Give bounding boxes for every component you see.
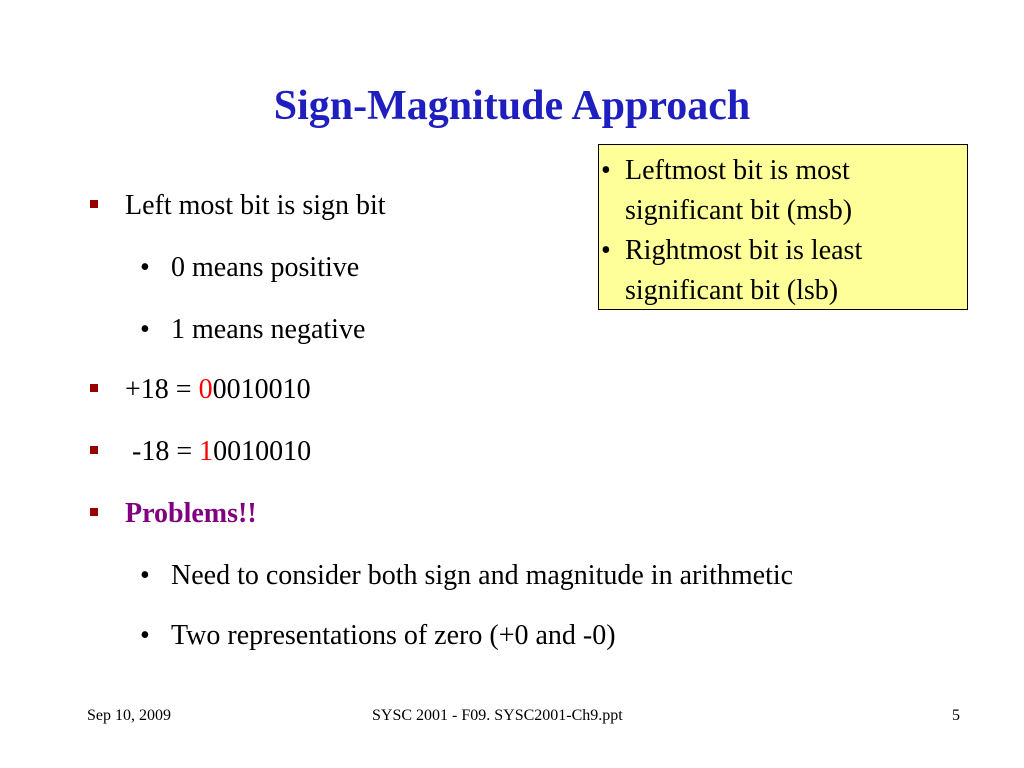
plus18-prefix: +18 = <box>125 374 199 405</box>
bullet-sign-bit: Left most bit is sign bit <box>125 190 386 221</box>
callout-bullet: • <box>601 235 611 266</box>
callout-msb-line2: significant bit (msb) <box>625 195 853 226</box>
callout-lsb-line2: significant bit (lsb) <box>625 275 839 306</box>
square-bullet-icon <box>90 508 98 516</box>
plus18-sign-bit: 0 <box>198 374 213 405</box>
bullet-plus18 <box>125 374 311 406</box>
bullet-minus18 <box>125 436 311 468</box>
callout-item-lsb <box>599 231 967 311</box>
sub-bullet-icon: • <box>140 314 150 345</box>
minus18-sign-bit: 1 <box>199 436 214 467</box>
minus18-magnitude: 0010010 <box>213 436 312 467</box>
plus18-magnitude: 0010010 <box>212 374 311 405</box>
sub-bullet-problem-zero: Two representations of zero (+0 and -0) <box>171 620 616 651</box>
square-bullet-icon <box>90 384 98 392</box>
sub-bullet-icon: • <box>140 620 150 651</box>
sub-bullet-positive: 0 means positive <box>171 252 360 283</box>
footer-date: Sep 10, 2009 <box>87 707 171 724</box>
square-bullet-icon <box>90 200 98 208</box>
callout-msb-line1: Leftmost bit is most <box>625 155 850 186</box>
sub-bullet-problem-arithmetic: Need to consider both sign and magnitude in arithmetic <box>171 560 794 591</box>
sub-bullet-icon: • <box>140 560 150 591</box>
callout-box <box>598 144 968 310</box>
callout-item-msb <box>599 151 967 231</box>
footer-course: SYSC 2001 - F09. SYSC2001-Ch9.ppt <box>372 707 623 724</box>
footer-page-number: 5 <box>952 707 960 724</box>
callout-lsb-line1: Rightmost bit is least <box>625 235 863 266</box>
bullet-problems: Problems!! <box>125 498 257 529</box>
sub-bullet-icon: • <box>140 252 150 283</box>
slide-title: Sign-Magnitude Approach <box>273 83 751 129</box>
sub-bullet-negative: 1 means negative <box>171 314 366 345</box>
minus18-prefix: -18 = <box>125 436 200 467</box>
square-bullet-icon <box>90 446 98 454</box>
callout-bullet: • <box>601 155 611 186</box>
